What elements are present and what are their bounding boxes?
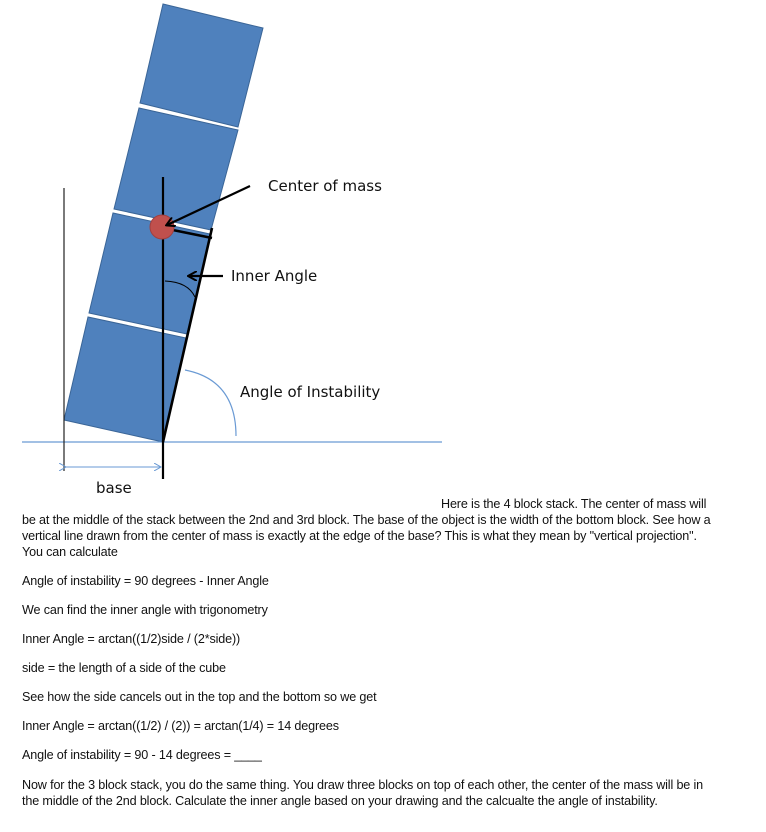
center-of-mass-dot — [150, 215, 174, 239]
label-base: base — [96, 479, 132, 495]
formula-instability: Angle of instability = 90 degrees - Inner Angle — [22, 574, 269, 588]
formula-instability-blank: Angle of instability = 90 - 14 degrees = ____ — [22, 748, 262, 762]
formula-inner-angle-result: Inner Angle = arctan((1/2) / (2)) = arctan(1/4) = 14 degrees — [22, 719, 339, 733]
side-definition: side = the length of a side of the cube — [22, 661, 226, 675]
label-angle-of-instability: Angle of Instability — [240, 383, 381, 401]
three-block-paragraph: Now for the 3 block stack, you do the same thing. You draw three blocks on top of each other, the center of the mass will be in the middle of the 2nd block. Calculate the inner angle based on your drawing and the calcualte the angle of instability. — [22, 778, 704, 808]
intro-paragraph: Here is the 4 block stack. The center of mass will be at the middle of the stack between the 2nd and 3rd block. The base of the object is the width of the bottom block. See how a vertical line drawn from the center of mass is exactly at the edge of the base? This is what they mean by "vertical projection". You can calculate — [22, 497, 711, 559]
trig-note: We can find the inner angle with trigonometry — [22, 603, 268, 617]
block-3 — [114, 108, 238, 230]
instability-angle-arc — [185, 370, 236, 436]
label-center-of-mass: Center of mass — [268, 177, 382, 195]
label-inner-angle: Inner Angle — [231, 267, 318, 285]
block-4 — [140, 4, 263, 127]
formula-inner-angle: Inner Angle = arctan((1/2)side / (2*side)) — [22, 632, 241, 646]
cancel-note: See how the side cancels out in the top and the bottom so we get — [22, 690, 377, 704]
